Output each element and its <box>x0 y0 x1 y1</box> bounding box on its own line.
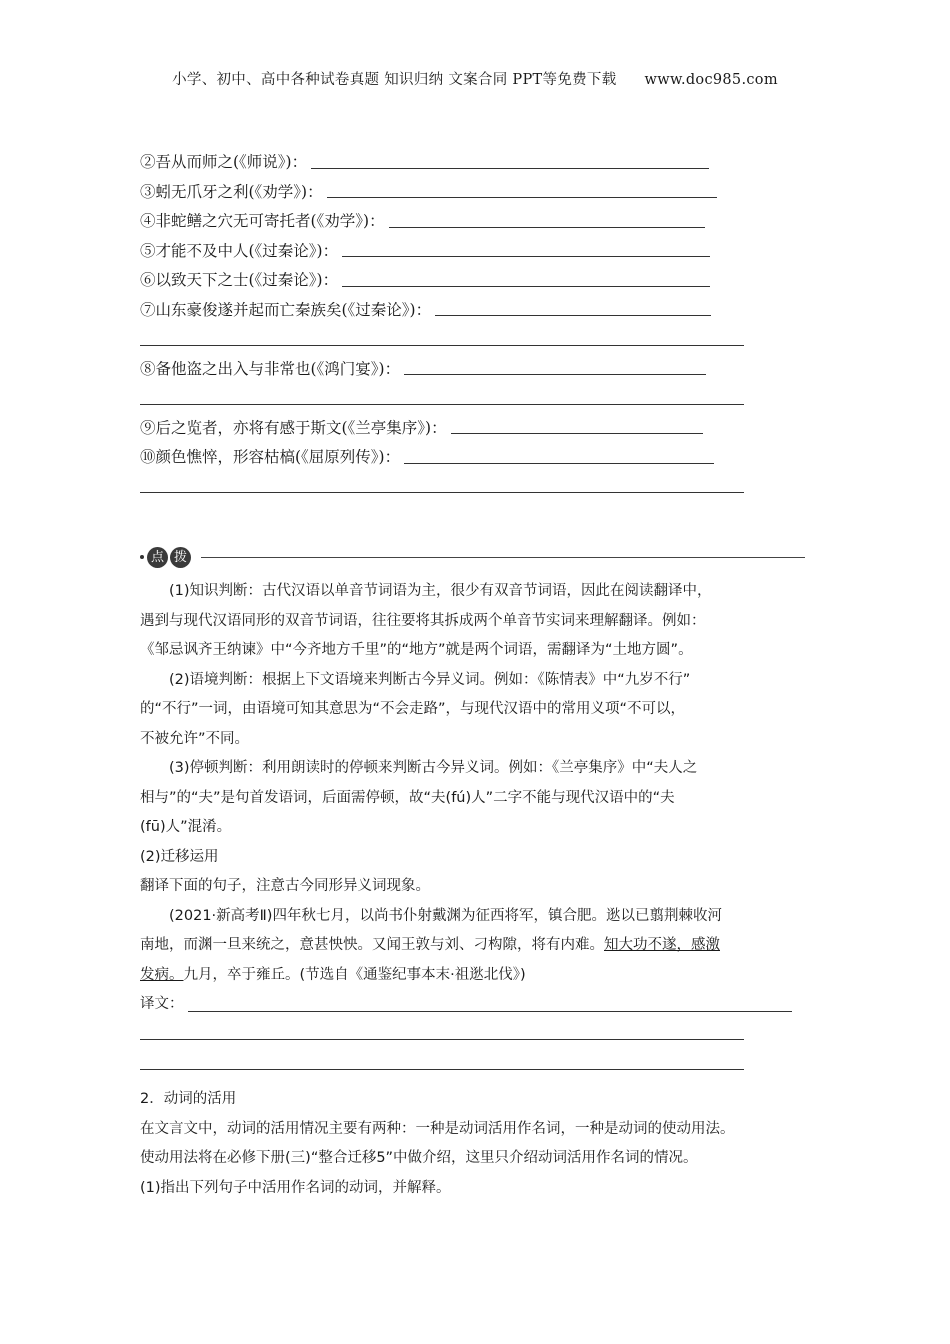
exercise-item: ⑥以致天下之士(《过秦论》)： <box>140 266 805 296</box>
underlined-text: 知大功不遂，感激 <box>604 937 720 953</box>
answer-blank[interactable] <box>342 270 710 287</box>
exercise-item: ④非蛇鳝之穴无可寄托者(《劝学》)： <box>140 207 805 237</box>
answer-line <box>140 325 805 355</box>
exercise-list <box>140 148 805 502</box>
answer-line <box>140 1049 805 1079</box>
answer-label: 译文： <box>140 996 184 1012</box>
answer-blank[interactable] <box>188 995 792 1012</box>
tip-content: (1)知识判断：古代汉语以单音节词语为主，很少有双音节词语，因此在阅读翻译中， 遇到与现代汉语同形的双音节词语，往往要将其拆成两个单音节实词来理解翻译。例如： 《邹忌讽齐王纳谏》中“今齐地方千里”的“地方”就是两个词语，需翻译为“土地方圆”。 (2)语境判断：根据上下文语境来判断古今异义词。例如：《陈情表》中“九岁不行” 的“不行”一词，由语境可知其意思为“不会走路”，与现代汉语中的常用义项“不可以， 不被允许”不同。 (3)停顿判断：利用朗读时的停顿来判断古今异义词。例如：《兰亭集序》中“夫人之 相与”的“夫”是句首发语词，后面需停顿，故“夫(fú)人”二字不能与现代汉语中的“夫 (fū)人”混淆。 (2)迁移运用 翻译下面的句子，注意古今同形异义词现象。 (2021·新高考Ⅱ)四年秋七月，以尚书仆射戴渊为征西将军，镇合肥。逖以已翦荆棘收河 南地，而渊一旦来统之，意甚怏怏。又闻王敦与刘、刁构隙，将有内难。知大功不遂，感激 发病。九月，卒于雍丘。(节选自《通鉴纪事本末·祖逖北伐》) 译文： <box>140 577 805 1079</box>
answer-blank[interactable] <box>140 1053 744 1070</box>
divider <box>201 557 805 558</box>
answer-blank[interactable] <box>140 329 744 346</box>
answer-line <box>140 1020 805 1050</box>
answer-line <box>140 384 805 414</box>
header-site: www.doc985.com <box>644 72 778 88</box>
section-verb-usage: 2．动词的活用 在文言文中，动词的活用情况主要有两种：一种是动词活用作名词，一种是动词的使动用法。 使动用法将在必修下册(三)“整合迁移5”中做介绍，这里只介绍动词活用作名词的情况。 (1)指出下列句子中活用作名词的动词，并解释。 <box>140 1085 805 1203</box>
section-title: 2．动词的活用 <box>140 1091 237 1107</box>
answer-blank[interactable] <box>140 1023 744 1040</box>
answer-blank[interactable] <box>140 388 744 405</box>
tip-header <box>140 544 805 570</box>
transfer-instruction: 翻译下面的句子，注意古今同形异义词现象。 <box>140 878 430 894</box>
answer-blank[interactable] <box>389 211 705 228</box>
page-header <box>0 68 950 89</box>
bullet-dot-icon <box>140 555 144 559</box>
answer-blank[interactable] <box>404 447 714 464</box>
exercise-item: ⑤才能不及中人(《过秦论》)： <box>140 237 805 267</box>
answer-line <box>140 473 805 503</box>
underlined-text: 发病。 <box>140 966 184 983</box>
answer-blank[interactable] <box>435 299 711 316</box>
header-text: 小学、初中、高中各种试卷真题 知识归纳 文案合同 PPT等免费下载 <box>172 72 617 88</box>
transfer-title: (2)迁移运用 <box>140 848 219 865</box>
answer-blank[interactable] <box>140 476 744 493</box>
tip-badge: 拨 <box>170 547 191 568</box>
exercise-item: ③蚓无爪牙之利(《劝学》)： <box>140 178 805 208</box>
answer-blank[interactable] <box>404 358 706 375</box>
exercise-item: ⑨后之览者，亦将有感于斯文(《兰亭集序》)： <box>140 414 805 444</box>
exercise-item: ②吾从而师之(《师说》)： <box>140 148 805 178</box>
answer-blank[interactable] <box>311 152 709 169</box>
answer-blank[interactable] <box>327 181 717 198</box>
answer-blank[interactable] <box>451 417 703 434</box>
exercise-item: ⑧备他盗之出入与非常也(《鸿门宴》)： <box>140 355 805 385</box>
exercise-item: ⑩颜色憔悴，形容枯槁(《屈原列传》)： <box>140 443 805 473</box>
tip-badge: 点 <box>147 547 168 568</box>
exercise-item: ⑦山东豪俊遂并起而亡秦族矣(《过秦论》)： <box>140 296 805 326</box>
answer-blank[interactable] <box>342 240 710 257</box>
